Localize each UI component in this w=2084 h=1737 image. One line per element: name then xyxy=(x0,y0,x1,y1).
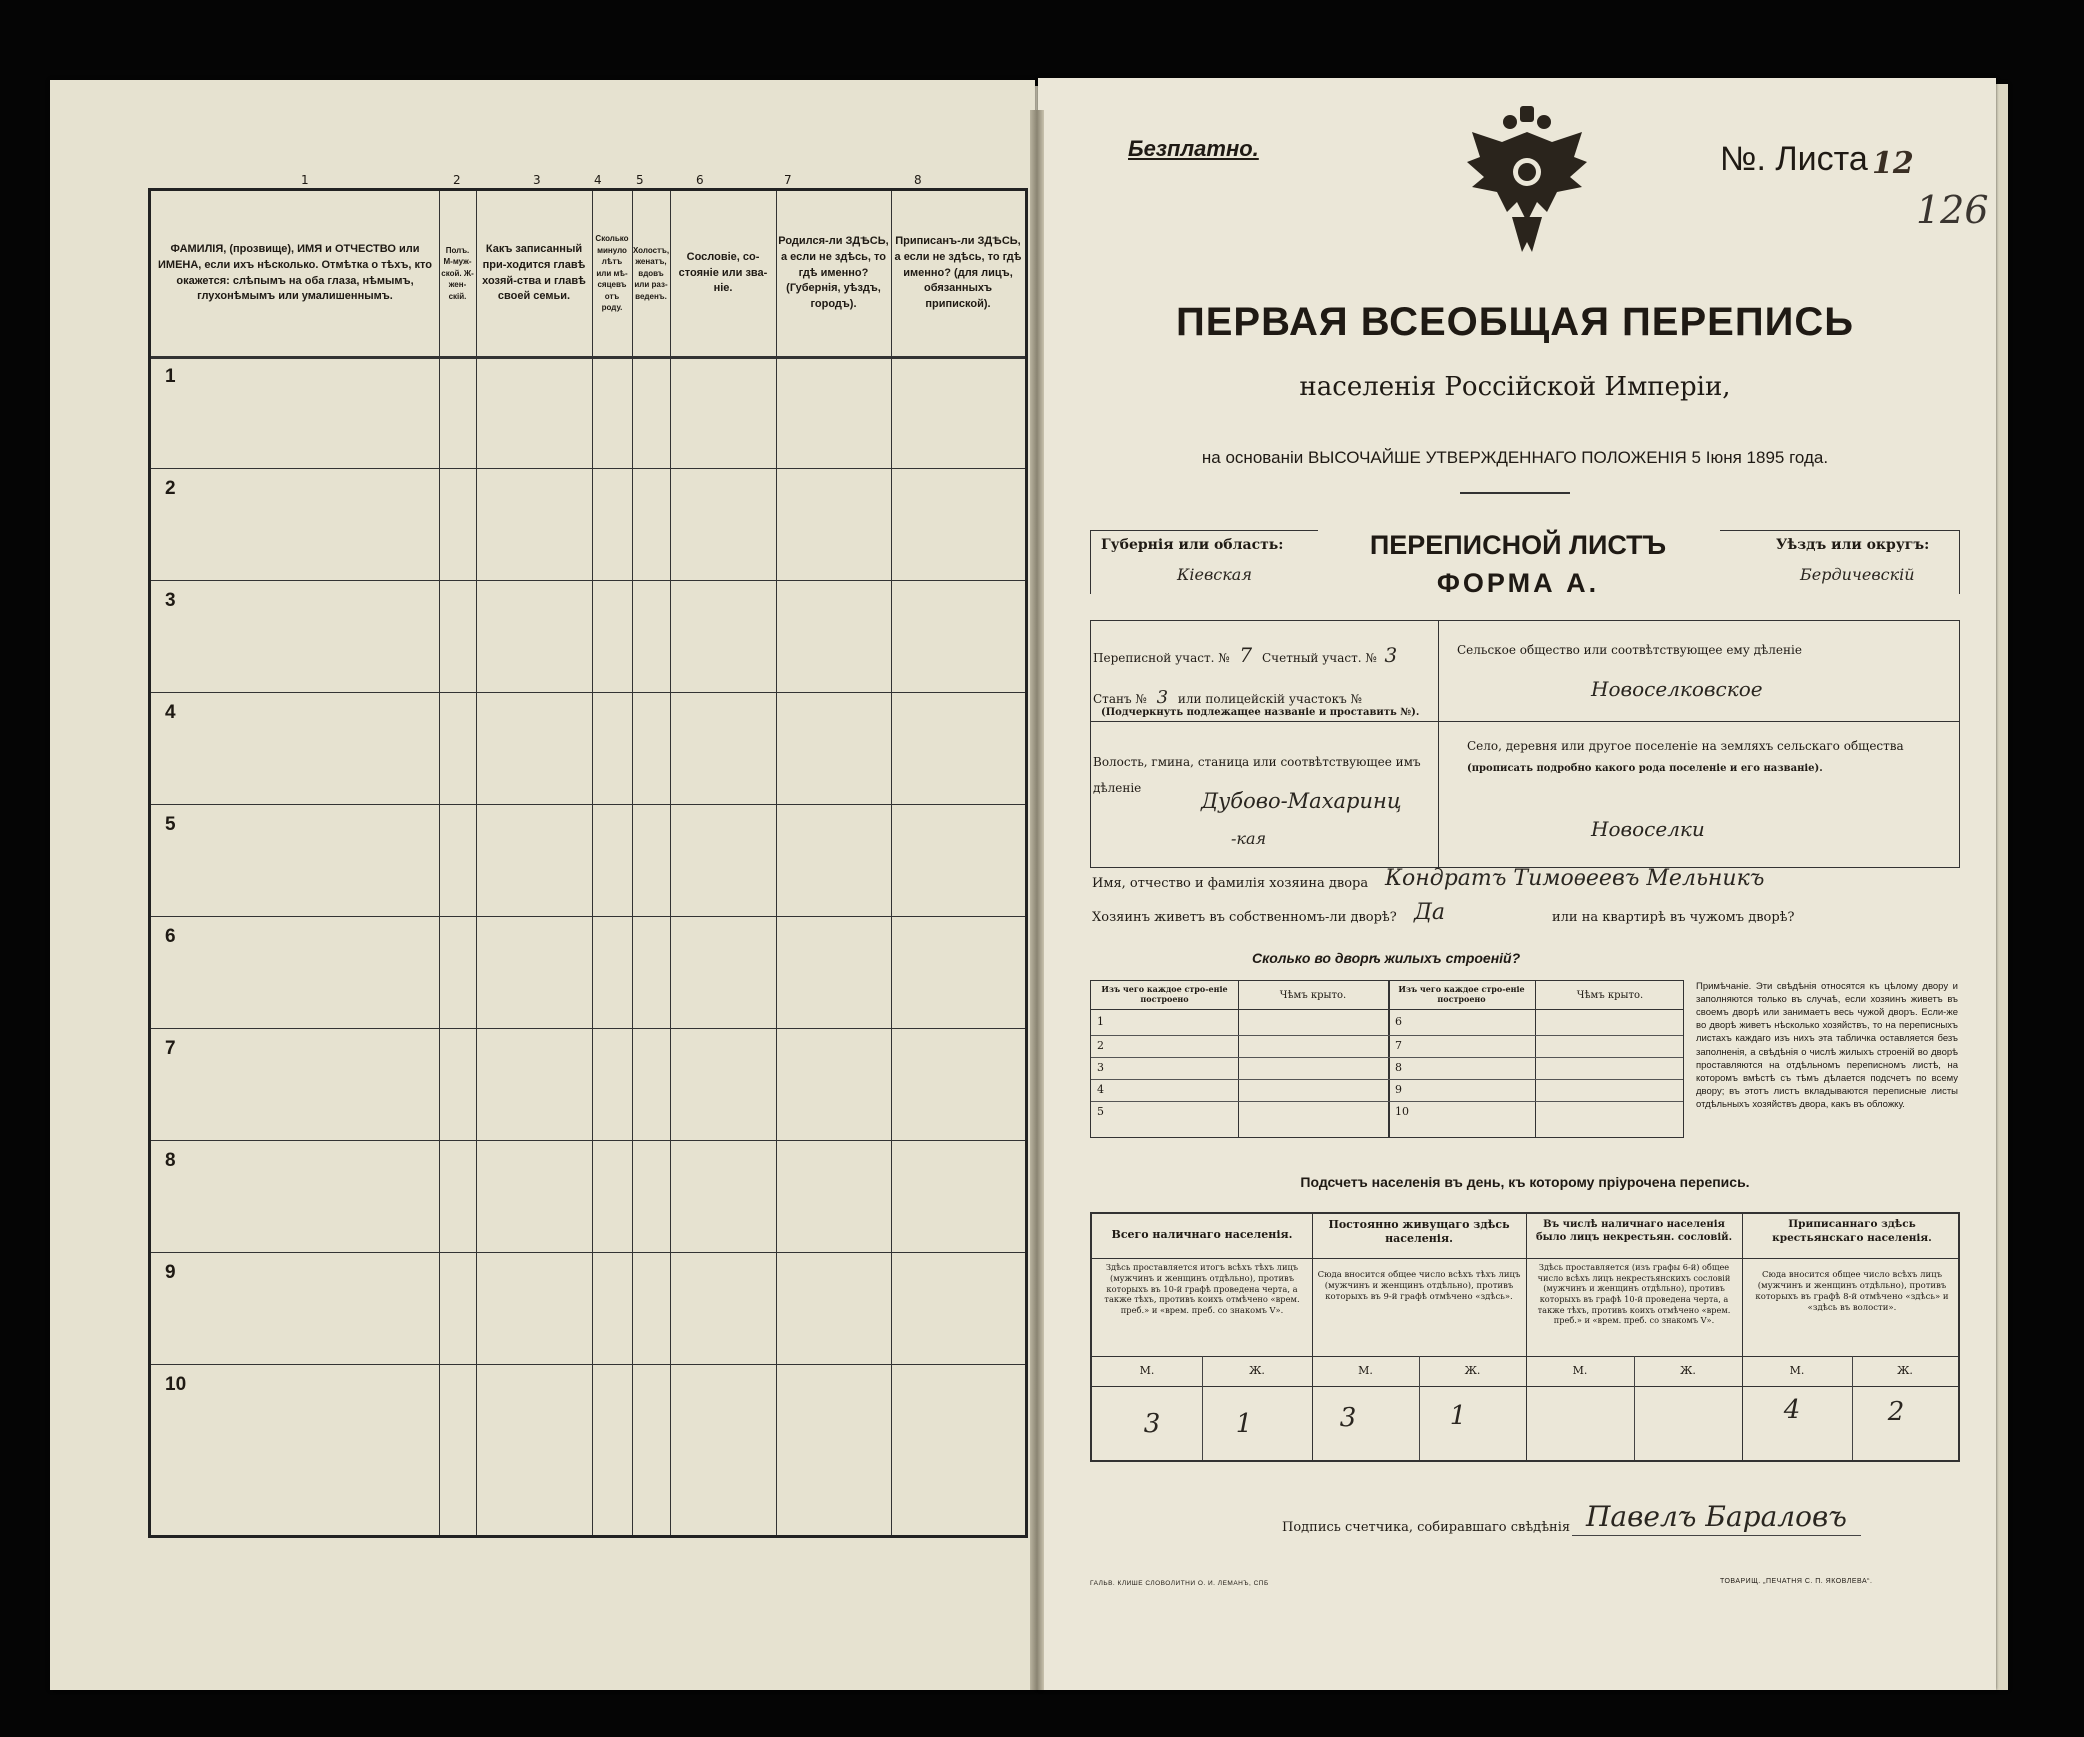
owner-value[interactable]: Кондратъ Тимоѳеевъ Мельникъ xyxy=(1385,866,1765,891)
signature-label: Подпись счетчика, собиравшаго свѣдѣнія xyxy=(1282,1520,1571,1535)
col-number: 6 xyxy=(696,173,704,187)
imperial-eagle-icon xyxy=(1462,102,1592,262)
location-box xyxy=(1090,620,1960,868)
stan-label: Станъ № xyxy=(1093,692,1147,706)
count-col-head: Въ числѣ наличнаго населенія было лицъ некрестьян. сословій. xyxy=(1535,1219,1733,1243)
row-number: 3 xyxy=(165,590,176,611)
row-number: 8 xyxy=(165,1150,176,1171)
legal-basis: на основаніи ВЫСОЧАЙШЕ УТВЕРЖДЕННАГО ПОЛОЖЕНІЯ 5 Іюня 1895 года. xyxy=(1201,448,1829,467)
free-label: Безплатно. xyxy=(1128,136,1259,161)
owner-label: Имя, отчество и фамилія хозяина двора xyxy=(1092,876,1369,891)
bld-col-material: Изъ чего каждое стро-еніе построено xyxy=(1398,984,1525,1005)
form-title: ПЕРЕПИСНОЙ ЛИСТЪ xyxy=(1369,530,1667,560)
bld-row: 7 xyxy=(1395,1039,1402,1052)
bld-row: 10 xyxy=(1395,1105,1409,1118)
female-label: Ж. xyxy=(1249,1364,1265,1377)
document-title: ПЕРВАЯ ВСЕОБЩАЯ ПЕРЕПИСЬ xyxy=(1176,300,1854,344)
col-number: 1 xyxy=(301,173,309,187)
own-yard-value[interactable]: Да xyxy=(1414,900,1446,925)
col-number: 7 xyxy=(784,173,792,187)
uezd-label: Уѣздъ или округъ: xyxy=(1776,537,1930,553)
uezd-field[interactable] xyxy=(1720,530,1960,594)
count-col-head: Постоянно живущаго здѣсь населенія. xyxy=(1328,1218,1510,1246)
population-count-table xyxy=(1090,1212,1960,1462)
row-number: 4 xyxy=(165,702,176,723)
count-col-head: Приписаннаго здѣсь крестьянскаго населенія. xyxy=(1772,1218,1932,1244)
header-birthplace: Родился-ли ЗДѢСЬ, а если не здѣсь, то гдѣ именно? (Губернія, уѣздъ, городъ). xyxy=(778,234,889,311)
row-number: 7 xyxy=(165,1038,176,1059)
bld-row: 6 xyxy=(1395,1015,1402,1028)
uezd-value: Бердичевскій xyxy=(1800,565,1915,584)
gubernia-label: Губернія или область: xyxy=(1101,537,1284,553)
census-district-label: Переписной участ. № xyxy=(1093,651,1230,665)
own-yard-label: Хозяинъ живетъ въ собственномъ-ли дворѣ? xyxy=(1092,910,1397,925)
archive-number: 126 xyxy=(1916,188,1989,232)
row-number: 5 xyxy=(165,814,176,835)
count-col-desc: Здѣсь проставляется итогъ всѣхъ тѣхъ лицъ (мужчинъ и женщинъ отдѣльно), противъ которыхъ въ 10-й графѣ проведена черта, а также тѣхъ, противъ коихъ отмѣчено «врем. преб.» и «врем. преб. со знакомъ V». xyxy=(1104,1262,1300,1316)
header-age: Сколько минуло лѣтъ или мѣ-сяцевъ отъ роду. xyxy=(595,233,629,313)
count-value[interactable]: 3 xyxy=(1143,1409,1161,1439)
volost-value[interactable]: Дубово-Махаринц xyxy=(1201,789,1402,813)
buildings-note: Примѣчаніе. Эти свѣдѣнія относятся къ цѣлому двору и заполняются только въ случаѣ, если хозяинъ живетъ въ своемъ дворѣ или занимаетъ весь чужой дворъ. Если-же во дворѣ живетъ нѣсколько хозяйствъ, то на переписныхъ листахъ каждаго изъ нихъ эта табличка оставляется безъ заполненія, а свѣдѣнія о числѣ жилыхъ строеній во дворѣ проставляются на отдѣльномъ переписномъ листѣ, на которомъ вмѣстѣ съ тѣмъ дѣлается подсчетъ по всему двору; въ этотъ листъ вкладываются переписные листы отдѣльныхъ хозяйствъ двора, какъ въ обложку. xyxy=(1696,981,1958,1110)
ornament-divider xyxy=(1460,492,1570,494)
underline-note: (Подчеркнуть подлежащее названіе и проставить №). xyxy=(1101,707,1420,718)
header-estate: Сословіе, со-стояніе или зва-ніе. xyxy=(678,250,768,295)
printer-left: ГАЛЬВ. КЛИШЕ СЛОВОЛИТНИ О. И. ЛЕМАНЪ, СПБ xyxy=(1090,1580,1269,1587)
male-label: М. xyxy=(1139,1364,1155,1377)
bld-row: 3 xyxy=(1097,1061,1104,1074)
buildings-table xyxy=(1090,980,1684,1138)
document-subtitle: населенія Россійской Имперіи, xyxy=(1299,372,1731,402)
count-value[interactable]: 4 xyxy=(1783,1395,1801,1425)
volost-label: Волость, гмина, станица или соотвѣтствующее имъ дѣленіе xyxy=(1093,755,1421,796)
count-district-value[interactable]: 3 xyxy=(1384,643,1398,667)
row-number: 6 xyxy=(165,926,176,947)
male-label: М. xyxy=(1789,1364,1805,1377)
police-label: или полицейскій участокъ № xyxy=(1177,692,1362,706)
society-value[interactable]: Новоселковское xyxy=(1591,677,1763,701)
village-label: Село, деревня или другое поселеніе на земляхъ сельскаго общества xyxy=(1467,739,1904,753)
female-label: Ж. xyxy=(1464,1364,1481,1377)
female-label: Ж. xyxy=(1680,1364,1696,1377)
col-number: 4 xyxy=(594,173,602,187)
col-number: 3 xyxy=(533,173,541,187)
count-value[interactable]: 1 xyxy=(1449,1401,1467,1431)
census-district-value[interactable]: 7 xyxy=(1239,643,1253,667)
sheet-number-label: №. Листа xyxy=(1720,140,1868,178)
count-col-head: Всего наличнаго населенія. xyxy=(1111,1228,1293,1241)
household-members-table xyxy=(148,173,1028,1538)
bld-col-material: Изъ чего каждое стро-еніе построено xyxy=(1101,984,1228,1005)
printer-right: ТОВАРИЩ. „ПЕЧАТНЯ С. П. ЯКОВЛЕВА“. xyxy=(1720,1578,1873,1585)
village-note: (прописать подробно какого рода поселеніе и его названіе). xyxy=(1467,763,1823,774)
count-col-desc: Здѣсь проставляется (изъ графы 6-й) общее число всѣхъ лицъ некрестьянскихъ сословій (мужчинъ и женщинъ отдѣльно), противъ которыхъ въ графѣ 10-й проведена черта, а также тѣхъ, противъ коихъ отмѣчено «врем. преб.» и «врем. преб. со знакомъ V». xyxy=(1537,1262,1731,1326)
stan-value[interactable]: 3 xyxy=(1156,687,1169,708)
row-number: 9 xyxy=(165,1262,176,1283)
bld-row: 9 xyxy=(1395,1083,1402,1096)
count-col-desc: Сюда вносится общее число всѣхъ лицъ (мужчинъ и женщинъ отдѣльно), противъ которыхъ въ графѣ 8-й отмѣчено «здѣсь» и «здѣсь въ волости». xyxy=(1755,1270,1949,1314)
volost-value-cont[interactable]: -кая xyxy=(1231,829,1267,848)
row-number: 10 xyxy=(165,1374,187,1395)
gubernia-field[interactable] xyxy=(1090,530,1318,594)
bld-row: 5 xyxy=(1097,1105,1104,1118)
buildings-label: Сколько во дворѣ жилыхъ строеній? xyxy=(1252,950,1521,966)
header-name: ФАМИЛІЯ, (прозвище), ИМЯ и ОТЧЕСТВО или ИМЕНА, если ихъ нѣсколько. Отмѣтка о тѣхъ, кто окажется: слѣпымъ на оба глаза, нѣмымъ, глухонѣмымъ или умалишеннымъ. xyxy=(158,242,432,303)
count-value[interactable]: 2 xyxy=(1887,1397,1905,1427)
col-number: 8 xyxy=(914,173,922,187)
bld-row: 4 xyxy=(1097,1083,1104,1096)
society-label: Сельское общество или соотвѣтствующее ему дѣленіе xyxy=(1457,643,1802,657)
bld-col-roof: Чѣмъ крыто. xyxy=(1279,990,1347,1001)
bld-row: 1 xyxy=(1097,1015,1104,1028)
village-value[interactable]: Новоселки xyxy=(1591,817,1705,841)
header-relation: Какъ записанный при-ходится главѣ хозяй-ства и главѣ своей семьи. xyxy=(482,242,586,303)
bld-row: 8 xyxy=(1395,1061,1402,1074)
count-title: Подсчетъ населенія въ день, къ которому пріурочена перепись. xyxy=(1300,1174,1750,1190)
signature-value[interactable]: Павелъ Бараловъ xyxy=(1572,1500,1861,1536)
header-sex: Полъ. М-муж-ской. Ж-жен-скій. xyxy=(441,245,474,301)
rented-label: или на квартирѣ въ чужомъ дворѣ? xyxy=(1552,910,1795,925)
count-value[interactable]: 3 xyxy=(1339,1403,1357,1433)
sheet-number-value: 12 xyxy=(1872,146,1914,181)
row-number: 2 xyxy=(165,478,176,499)
male-label: М. xyxy=(1358,1364,1373,1377)
count-value[interactable]: 1 xyxy=(1235,1409,1253,1439)
row-number: 1 xyxy=(165,366,176,387)
form-subtitle: ФОРМА А. xyxy=(1436,568,1600,598)
header-registered: Приписанъ-ли ЗДѢСЬ, а если не здѣсь, то гдѣ именно? (для лицъ, обязанныхъ припиской). xyxy=(894,234,1022,311)
male-label: М. xyxy=(1572,1364,1588,1377)
header-marital: Холостъ, женатъ, вдовъ или раз-веденъ. xyxy=(632,245,670,301)
bld-col-roof: Чѣмъ крыто. xyxy=(1576,990,1644,1001)
count-col-desc: Сюда вносится общее число всѣхъ тѣхъ лицъ (мужчинъ и женщинъ отдѣльно), противъ которыхъ въ 9-й графѣ отмѣчено «здѣсь». xyxy=(1317,1270,1521,1303)
female-label: Ж. xyxy=(1897,1364,1913,1377)
gubernia-value: Кіевская xyxy=(1177,565,1252,584)
col-number: 2 xyxy=(453,173,461,187)
book-gutter xyxy=(1030,110,1044,1690)
bld-row: 2 xyxy=(1097,1039,1104,1052)
col-number: 5 xyxy=(636,173,644,187)
count-district-label: Счетный участ. № xyxy=(1261,651,1377,665)
